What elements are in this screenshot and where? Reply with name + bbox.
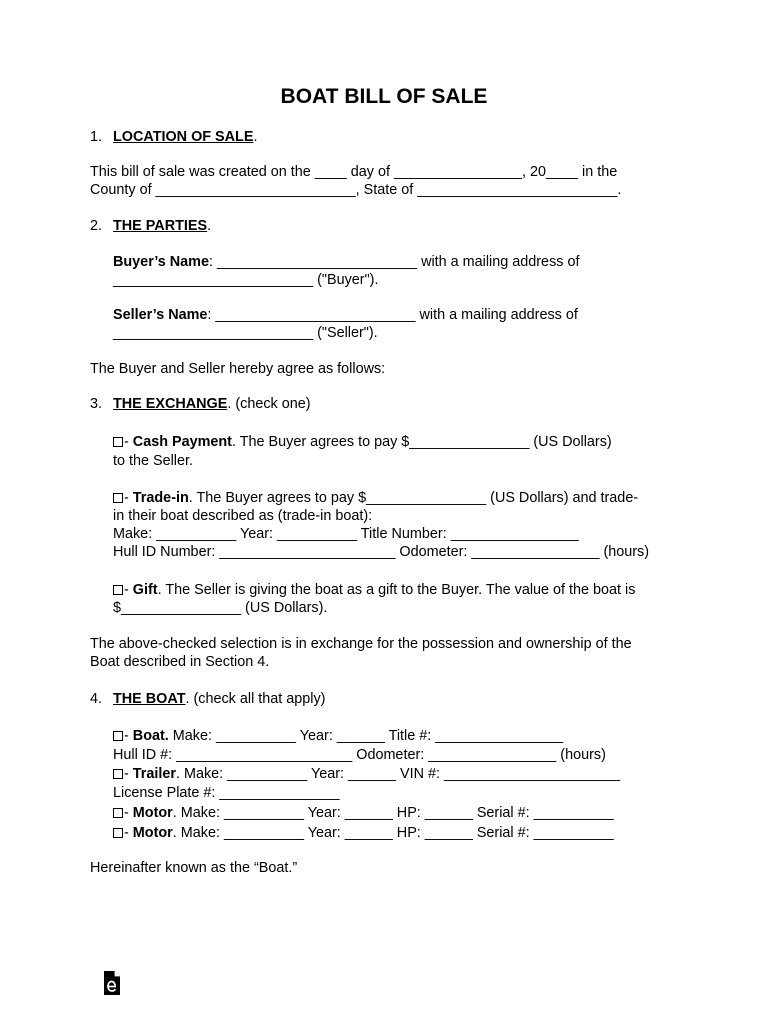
section-2-heading: THE PARTIES <box>113 218 208 234</box>
cash-payment-label: Cash Payment <box>132 434 232 450</box>
trailer-checkbox[interactable] <box>113 769 123 779</box>
motor-1-label: Motor <box>132 805 173 821</box>
checkbox-dash: - <box>124 582 133 598</box>
motor-1-fields[interactable]: . Make: __________ Year: ______ HP: ______ Serial #: __________ <box>172 805 614 821</box>
checkbox-dash: - <box>124 766 133 782</box>
license-plate-field[interactable]: License Plate #: _______________ <box>113 785 340 801</box>
exchange-note-line-1: The above-checked selection is in exchange for the possession and ownership of the <box>90 636 632 652</box>
trade-in-line <box>113 489 638 507</box>
seller-address-field[interactable]: _________________________ ("Seller"). <box>113 325 378 341</box>
section-1-heading-suffix: . <box>253 129 258 145</box>
boat-checkbox[interactable] <box>113 731 123 741</box>
checkbox-dash: - <box>124 825 133 841</box>
section-1-heading-line <box>113 128 257 146</box>
checkbox-dash: - <box>124 490 133 506</box>
document-logo-icon <box>94 952 114 978</box>
location-line-2: County of _________________________, State of _________________________. <box>90 182 622 198</box>
section-3-number: 3. <box>90 396 103 412</box>
page-title: BOAT BILL OF SALE <box>280 85 488 108</box>
motor-line-2 <box>113 824 614 842</box>
section-1-number: 1. <box>90 129 103 145</box>
checkbox-dash: - <box>124 728 133 744</box>
buyer-address-field[interactable]: _________________________ ("Buyer"). <box>113 272 379 288</box>
section-3-heading-suffix: . (check one) <box>227 396 311 412</box>
section-3-heading-line <box>113 395 311 413</box>
trade-in-checkbox[interactable] <box>113 493 123 503</box>
motor-1-checkbox[interactable] <box>113 808 123 818</box>
trade-in-make-year-title-fields[interactable]: Make: __________ Year: __________ Title Number: ________________ <box>113 526 579 542</box>
boat-hull-odometer-fields[interactable]: Hull ID #: ______________________ Odometer: ________________ (hours) <box>113 747 606 763</box>
section-4-heading: THE BOAT <box>113 691 186 707</box>
trade-in-amount-field[interactable]: . The Buyer agrees to pay $_______________ (US Dollars) and trade- <box>188 490 639 506</box>
gift-checkbox[interactable] <box>113 585 123 595</box>
section-4-heading-line <box>113 690 325 708</box>
cash-payment-checkbox[interactable] <box>113 437 123 447</box>
gift-value-field[interactable]: $_______________ (US Dollars). <box>113 600 328 616</box>
gift-line <box>113 581 635 599</box>
motor-line-1 <box>113 804 614 822</box>
motor-2-checkbox[interactable] <box>113 828 123 838</box>
cash-payment-line-2: to the Seller. <box>113 453 193 469</box>
buyer-name-line <box>113 253 579 271</box>
boat-label: Boat. <box>132 728 169 744</box>
gift-label: Gift <box>132 582 158 598</box>
trade-in-line-2: in their boat described as (trade-in boat): <box>113 508 373 524</box>
buyer-name-label: Buyer’s Name <box>113 254 209 270</box>
section-3-heading: THE EXCHANGE <box>113 396 228 412</box>
trailer-label: Trailer <box>132 766 176 782</box>
checkbox-dash: - <box>124 805 133 821</box>
motor-2-fields[interactable]: . Make: __________ Year: ______ HP: ______ Serial #: __________ <box>172 825 614 841</box>
trailer-line <box>113 765 620 783</box>
motor-2-label: Motor <box>132 825 173 841</box>
boat-line <box>113 727 563 745</box>
section-4-number: 4. <box>90 691 103 707</box>
seller-name-field[interactable]: : _________________________ with a mailing address of <box>207 307 578 323</box>
boat-make-year-title-fields[interactable]: Make: __________ Year: ______ Title #: ________________ <box>168 728 564 744</box>
section-2-heading-line <box>113 217 211 235</box>
seller-name-line <box>113 306 578 324</box>
section-2-heading-suffix: . <box>207 218 212 234</box>
section-1-heading: LOCATION OF SALE <box>113 129 254 145</box>
checkbox-dash: - <box>124 434 133 450</box>
trailer-make-year-vin-fields[interactable]: . Make: __________ Year: ______ VIN #: ______________________ <box>176 766 621 782</box>
section-2-number: 2. <box>90 218 103 234</box>
cash-payment-amount-field[interactable]: . The Buyer agrees to pay $_______________ (US Dollars) <box>231 434 612 450</box>
hereinafter-statement: Hereinafter known as the “Boat.” <box>90 860 298 876</box>
seller-name-label: Seller’s Name <box>113 307 208 323</box>
agreement-statement: The Buyer and Seller hereby agree as follows: <box>90 361 386 377</box>
trade-in-label: Trade-in <box>132 490 189 506</box>
gift-text: . The Seller is giving the boat as a gift to the Buyer. The value of the boat is <box>157 582 636 598</box>
exchange-note-line-2: Boat described in Section 4. <box>90 654 270 670</box>
buyer-name-field[interactable]: : _________________________ with a mailing address of <box>209 254 580 270</box>
cash-payment-line <box>113 433 612 451</box>
location-line-1: This bill of sale was created on the ____ day of ________________, 20____ in the <box>90 164 618 180</box>
trade-in-hull-odometer-fields[interactable]: Hull ID Number: ______________________ Odometer: ________________ (hours) <box>113 544 650 560</box>
section-4-heading-suffix: . (check all that apply) <box>185 691 326 707</box>
